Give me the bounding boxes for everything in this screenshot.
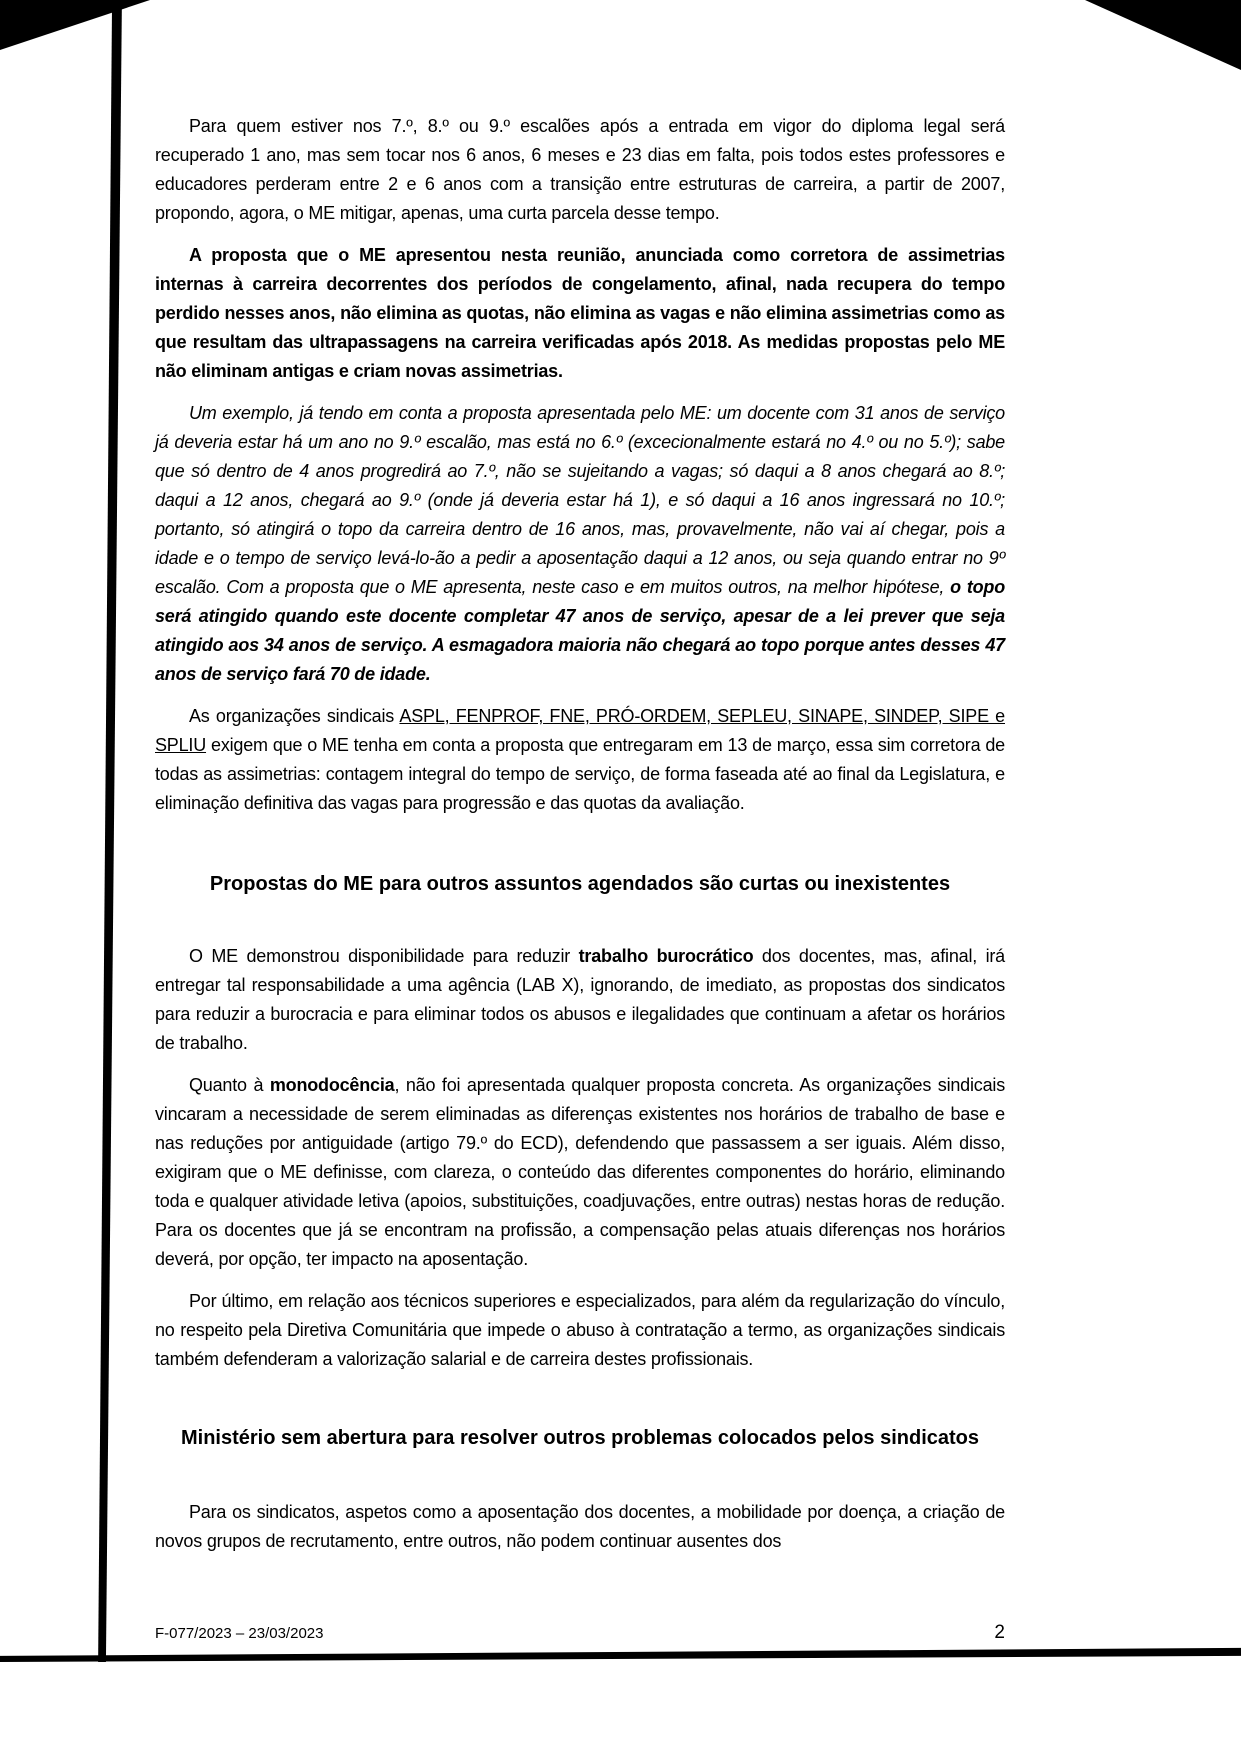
unions-demand-text: exigem que o ME tenha em conta a proposta que entregaram em 13 de março, essa sim corretora de todas as assimetrias: contagem integral do tempo de serviço, de forma faseada até ao final da Legislatura, e eliminação definitiva das vagas para progressão e das quotas da avaliação. — [155, 735, 1005, 813]
scan-edge-left-line — [92, 0, 126, 1662]
paragraph-me-proposal: A proposta que o ME apresentou nesta reunião, anunciada como corretora de assimetrias internas à carreira decorrentes dos períodos de congelamento, afinal, nada recupera do tempo perdido nesses anos, não elimina as quotas, não elimina as vagas e não elimina assimetrias como as que resultam das ultrapassagens na carreira verificadas após 2018. As medidas propostas pelo ME não eliminam antigas e criam novas assimetrias. — [155, 245, 1005, 381]
example-text: Um exemplo, já tendo em conta a proposta apresentada pelo ME: um docente com 31 anos de serviço já deveria estar há um ano no 9.º escalão, mas está no 6.º (excecionalmente estará no 4.º ou no 5.º); sabe que só dentro de 4 anos progredirá ao 7.º, não se sujeitando a vagas; só daqui a 8 anos chegará ao 8.º; daqui a 12 anos, chegará ao 9.º (onde já deveria estar há 1), e só daqui a 16 anos ingressará no 10.º; portanto, só atingirá o topo da carreira dentro de 16 anos, mas, provavelmente, não vai aí chegar, pois a idade e o tempo de serviço levá-lo-ão a pedir a aposentação daqui a 12 anos, ou seja quando entrar no 9º escalão. Com a proposta que o ME apresenta, neste caso e em muitos outros, na melhor hipótese, — [155, 403, 1005, 597]
page-number: 2 — [994, 1622, 1005, 1643]
paragraph-example — [155, 399, 1005, 689]
paragraph-technicians: Por último, em relação aos técnicos superiores e especializados, para além da regularização do vínculo, no respeito pela Diretiva Comunitária que impede o abuso à contratação a termo, as organizações sindicais também defenderam a valorização salarial e de carreira destes profissionais. — [155, 1291, 1005, 1369]
union-names: ASPL, FENPROF, FNE, PRÓ-ORDEM, SEPLEU, SINAPE, SINDEP, SIPE e SPLIU — [155, 706, 1005, 755]
bureaucracy-text-start: O ME demonstrou disponibilidade para reduzir — [189, 946, 579, 966]
scan-edge-top-right — [1085, 0, 1241, 70]
document-body — [155, 112, 1005, 1569]
monodocencia-text-start: Quanto à — [189, 1075, 270, 1095]
section-heading-proposals: Propostas do ME para outros assuntos agendados são curtas ou inexistentes — [209, 873, 951, 895]
footer-reference: F-077/2023 – 23/03/2023 — [155, 1625, 324, 1642]
monodocencia-bold-text: monodocência — [269, 1075, 395, 1095]
paragraph-closing: Para os sindicatos, aspetos como a aposentação dos docentes, a mobilidade por doença, a criação de novos grupos de recrutamento, entre outros, não podem continuar ausentes dos — [155, 1502, 1005, 1551]
paragraph-monodocencia — [155, 1071, 1005, 1274]
page-footer — [155, 1622, 1005, 1644]
paragraph-bureaucracy — [155, 942, 1005, 1058]
bureaucracy-bold-text: trabalho burocrático — [578, 946, 754, 966]
monodocencia-text-end: , não foi apresentada qualquer proposta concreta. As organizações sindicais vincaram a necessidade de serem eliminadas as diferenças existentes nos horários de trabalho de base e nas reduções por antiguidade (artigo 79.º do ECD), defendendo que passassem a ser iguais. Além disso, exigiram que o ME definisse, com clareza, o conteúdo das diferentes componentes do horário, eliminando toda e qualquer atividade letiva (apoios, substituições, coadjuvações, entre outras) nestas horas de redução. Para os docentes que já se encontram na profissão, a compensação pelas atuais diferenças nos horários deverá, por opção, ter impacto na aposentação. — [155, 1075, 1005, 1269]
scan-edge-top-left — [0, 0, 150, 50]
paragraph-recovery: Para quem estiver nos 7.º, 8.º ou 9.º escalões após a entrada em vigor do diploma legal será recuperado 1 ano, mas sem tocar nos 6 anos, 6 meses e 23 dias em falta, pois todos estes professores e educadores perderam entre 2 e 6 anos com a transição entre estruturas de carreira, a partir de 2007, propondo, agora, o ME mitigar, apenas, uma curta parcela desse tempo. — [155, 116, 1005, 223]
example-bold-text: o topo será atingido quando este docente completar 47 anos de serviço, apesar de a lei prever que seja atingido aos 34 anos de serviço. A esmagadora maioria não chegará ao topo porque antes desses 47 anos de serviço fará 70 de idade. — [155, 577, 1005, 684]
bureaucracy-text-end: dos docentes, mas, afinal, irá entregar tal responsabilidade a uma agência (LAB X), ignorando, de imediato, as propostas dos sindicatos para reduzir a burocracia e para eliminar todos os abusos e ilegalidades que continuam a afetar os horários de trabalho. — [155, 946, 1005, 1053]
unions-intro-text: As organizações sindicais — [189, 706, 400, 726]
paragraph-unions — [155, 702, 1005, 818]
scan-edge-bottom-bar — [0, 1646, 1241, 1662]
section-heading-ministry: Ministério sem abertura para resolver outros problemas colocados pelos sindicatos — [180, 1427, 980, 1449]
